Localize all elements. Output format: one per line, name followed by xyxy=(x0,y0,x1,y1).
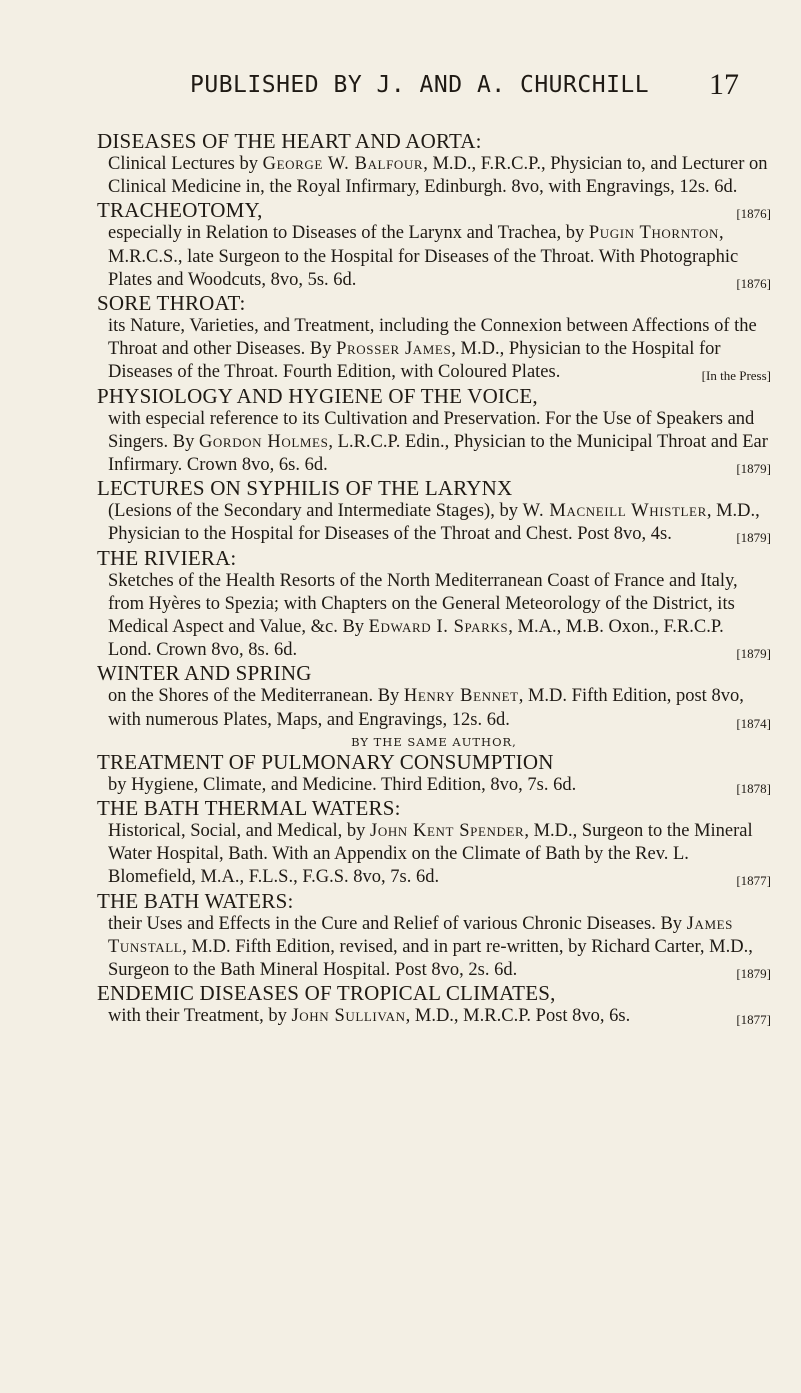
entry-description-text: Historical, Social, and Medical, by xyxy=(108,821,371,842)
entry-author: Prosser James xyxy=(336,339,452,360)
entry-description xyxy=(108,1005,771,1028)
entry-description-text: , M.R.C.S., late Surgeon to the Hospital for Diseases of the Throat. With Photographic Plates and Woodcuts, 8vo, 5s. 6d. xyxy=(108,223,739,290)
catalogue-entry xyxy=(97,199,771,292)
entry-description-text: , M.D., Physician to the Hospital for Diseases of the Throat and Chest. Post 8vo, 4s. xyxy=(108,501,760,545)
running-header xyxy=(112,68,753,112)
entry-description-text: , L.R.C.P. Edin., Physician to the Municipal Throat and Ear Infirmary. Crown 8vo, 6s. 6d. xyxy=(108,431,768,476)
entry-year: [1877] xyxy=(736,873,771,889)
entry-description-text: with their Treatment, by xyxy=(108,1006,292,1027)
entry-description-text: (Lesions of the Secondary and Intermediate Stages), by xyxy=(108,501,523,522)
entry-description xyxy=(108,500,771,546)
catalogue-entry xyxy=(97,982,771,1028)
entry-description-text: Clinical Lectures by xyxy=(108,154,263,174)
entry-year: [1879] xyxy=(736,461,771,477)
entry-author: Pugin Thornton xyxy=(588,223,719,244)
entry-year: [1879] xyxy=(736,966,771,982)
entry-year: [1876] xyxy=(736,275,771,291)
entry-year: [1879] xyxy=(736,530,771,546)
entry-description xyxy=(108,820,771,890)
same-author-note: BY THE SAME AUTHOR, xyxy=(351,734,517,749)
entry-author: George W. Balfour xyxy=(262,154,424,174)
entry-author: John Kent Spender xyxy=(370,821,525,842)
entry-title: THE RIVIERA: xyxy=(97,545,237,570)
entry-year: [1879] xyxy=(736,646,771,662)
entry-description-text: , M.D. Fifth Edition, post 8vo, with numerous Plates, Maps, and Engravings, 12s. 6d. xyxy=(108,686,744,730)
entry-title: THE BATH WATERS: xyxy=(97,888,294,913)
entry-title: DISEASES OF THE HEART AND AORTA: xyxy=(97,129,482,153)
entry-description-text: by Hygiene, Climate, and Medicine. Third Edition, 8vo, 7s. 6d. xyxy=(108,774,577,795)
catalogue-entries xyxy=(97,130,771,1031)
entry-year: [1878] xyxy=(736,780,771,796)
entry-description-text: their Uses and Effects in the Cure and Relief of various Chronic Diseases. By xyxy=(108,913,687,934)
entry-year: [1877] xyxy=(736,1012,771,1028)
entry-title: LECTURES ON SYPHILIS OF THE LARYNX xyxy=(97,476,513,501)
entry-author: Gordon Holmes xyxy=(198,431,329,452)
entry-description-text: , M.D., Surgeon to the Mineral Water Hospital, Bath. With an Appendix on the Climate of Bath by the Rev. L. Blomefield, M.A., F.L.S., F.G.S. 8vo, 7s. 6d. xyxy=(108,821,753,888)
entry-description xyxy=(108,408,771,478)
entry-title: THE BATH THERMAL WATERS: xyxy=(97,796,401,821)
entry-description xyxy=(108,222,771,292)
entry-title: TREATMENT OF PULMONARY CONSUMPTION xyxy=(97,749,554,774)
entry-year: [1874] xyxy=(736,715,771,731)
entry-author: Henry Bennet xyxy=(403,686,519,707)
entry-description-text: , M.D., F.R.C.P., Physician to, and Lecturer on Clinical Medicine in, the Royal Infirmary, Edinburgh. 8vo, with Engravings, 12s. 6d. xyxy=(108,154,768,198)
entry-description xyxy=(108,685,771,731)
entry-description-text: on the Shores of the Mediterranean. By xyxy=(108,686,404,707)
entry-description-text: , M.D., M.R.C.P. Post 8vo, 6s. xyxy=(405,1006,631,1027)
entry-description xyxy=(108,570,771,663)
entry-description-text: , M.D., Physician to the Hospital for Diseases of the Throat. Fourth Edition, with Coloured Plates. xyxy=(108,339,721,383)
page-number: 17 xyxy=(709,68,739,101)
entry-description-text: , M.D. Fifth Edition, revised, and in part re-written, by Richard Carter, M.D., Surgeon to the Bath Mineral Hospital. Post 8vo, 2s. 6d. xyxy=(108,936,753,981)
entry-author: Edward I. Sparks xyxy=(368,617,509,638)
entry-description-text: its Nature, Varieties, and Treatment, including the Connexion between Affections of the Throat and other Diseases. By xyxy=(108,316,757,360)
catalogue-entry xyxy=(97,547,771,663)
entry-author: W. Macneill Whistler xyxy=(522,501,707,522)
entry-title: SORE THROAT: xyxy=(97,291,246,316)
header-title: PUBLISHED BY J. AND A. CHURCHILL xyxy=(190,72,650,98)
catalogue-entry xyxy=(97,292,771,385)
catalogue-entry xyxy=(97,797,771,890)
entry-description xyxy=(108,774,771,797)
entry-year: [In the Press] xyxy=(701,368,771,384)
entry-author: John Sullivan xyxy=(291,1006,406,1027)
catalogue-entry xyxy=(97,662,771,748)
entry-description xyxy=(108,315,771,385)
catalogue-entry xyxy=(97,477,771,546)
entry-title: TRACHEOTOMY, xyxy=(97,198,263,223)
entry-year: [1876] xyxy=(736,206,771,222)
entry-title: ENDEMIC DISEASES OF TROPICAL CLIMATES, xyxy=(97,981,556,1006)
catalogue-entry xyxy=(97,385,771,478)
catalogue-entry xyxy=(97,751,771,797)
entry-description-text: with especial reference to its Cultivation and Preservation. For the Use of Speakers and Singers. By xyxy=(108,408,755,452)
entry-author: James Tunstall xyxy=(108,913,733,957)
entry-description-text: , M.A., M.B. Oxon., F.R.C.P. Lond. Crown 8vo, 8s. 6d. xyxy=(108,617,724,661)
entry-title: PHYSIOLOGY AND HYGIENE OF THE VOICE, xyxy=(97,383,538,408)
entry-description-text: Sketches of the Health Resorts of the North Mediterranean Coast of France and Italy, from Hyères to Spezia; with Chapters on the General Meteorology of the District, its Medical Aspect and Value, &c. By xyxy=(108,570,738,638)
catalogue-entry xyxy=(97,890,771,983)
entry-title: WINTER AND SPRING xyxy=(97,661,312,686)
entry-description xyxy=(108,913,771,983)
entry-description-text: especially in Relation to Diseases of the Larynx and Trachea, by xyxy=(108,223,589,244)
